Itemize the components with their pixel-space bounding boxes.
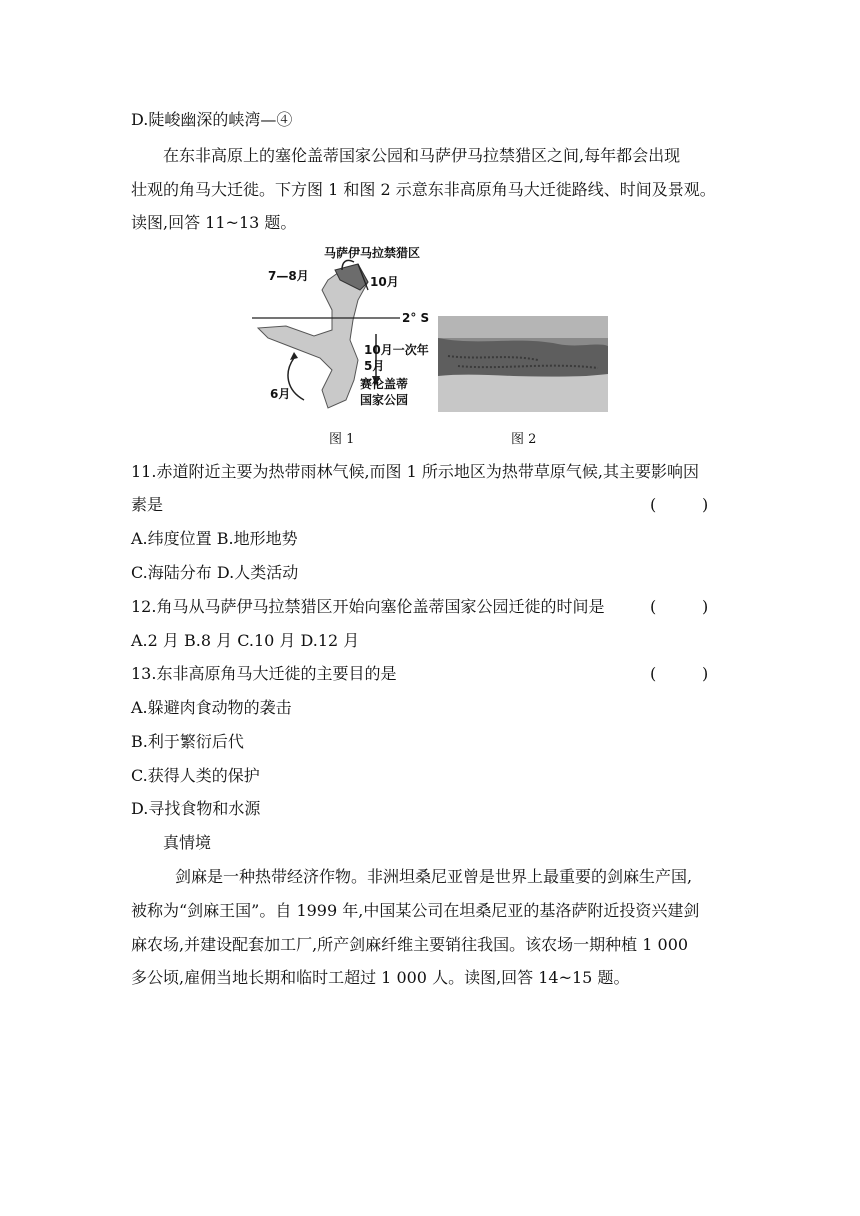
q13-option-b: B.利于繁衍后代 [131, 732, 244, 751]
label-park-1: 赛伦盖蒂 [360, 377, 409, 391]
intro-line-2: 壮观的角马大迁徙。下方图 1 和图 2 示意东非高原角马大迁徙路线、时间及景观。 [131, 180, 716, 199]
q11-line-1: 11.赤道附近主要为热带雨林气候,而图 1 所示地区为热带草原气候,其主要影响因 [131, 462, 699, 481]
q11-options-cd: C.海陆分布 D.人类活动 [131, 563, 299, 582]
q13-stem: 13.东非高原角马大迁徙的主要目的是 [131, 664, 397, 683]
q12-options: A.2 月 B.8 月 C.10 月 D.12 月 [131, 631, 360, 650]
section-heading: 真情境 [163, 833, 212, 852]
figure-2-caption: 图 2 [511, 432, 537, 447]
para2-line-3: 麻农场,并建设配套加工厂,所产剑麻纤维主要销往我国。该农场一期种植 1 000 [131, 935, 689, 954]
photo-sky [438, 316, 608, 338]
para2-line-1: 剑麻是一种热带经济作物。非洲坦桑尼亚曾是世界上最重要的剑麻生产国, [175, 867, 693, 886]
q13-option-d: D.寻找食物和水源 [131, 799, 261, 818]
figure-1-caption: 图 1 [329, 432, 355, 447]
para2-line-2: 被称为“剑麻王国”。自 1999 年,中国某公司在坦桑尼亚的基洛萨附近投资兴建剑 [131, 901, 700, 920]
q12-answer-paren: ( ) [650, 597, 709, 616]
label-june: 6月 [270, 387, 291, 401]
q11-answer-paren: ( ) [650, 495, 709, 514]
q13-answer-paren: ( ) [650, 664, 709, 683]
label-range-2: 5月 [364, 359, 385, 373]
q13-option-a: A.躲避肉食动物的袭击 [131, 698, 292, 717]
label-reserve: 马萨伊马拉禁猎区 [324, 246, 421, 260]
q11-options-ab: A.纬度位置 B.地形地势 [131, 529, 298, 548]
label-latitude: 2° S [402, 311, 430, 325]
label-range-1: 10月一次年 [364, 343, 429, 357]
prev-option-d: D.陡峻幽深的峡湾—④ [131, 110, 293, 129]
arrow-head-june [290, 352, 298, 360]
q12-stem: 12.角马从马萨伊马拉禁猎区开始向塞伦盖蒂国家公园迁徙的时间是 [131, 597, 605, 616]
intro-line-1: 在东非高原上的塞伦盖蒂国家公园和马萨伊马拉禁猎区之间,每年都会出现 [163, 146, 681, 165]
intro-line-3: 读图,回答 11~13 题。 [131, 213, 297, 232]
q13-option-c: C.获得人类的保护 [131, 766, 260, 785]
para2-line-4: 多公顷,雇佣当地长期和临时工超过 1 000 人。读图,回答 14~15 题。 [131, 968, 630, 987]
photo-river [438, 374, 608, 412]
q11-line-2: 素是 [131, 495, 164, 514]
label-park-2: 国家公园 [360, 393, 409, 407]
figure-2-photo [438, 316, 608, 412]
label-jul-aug: 7—8月 [268, 269, 309, 283]
label-oct: 10月 [370, 275, 399, 289]
arrow-june [288, 358, 304, 400]
